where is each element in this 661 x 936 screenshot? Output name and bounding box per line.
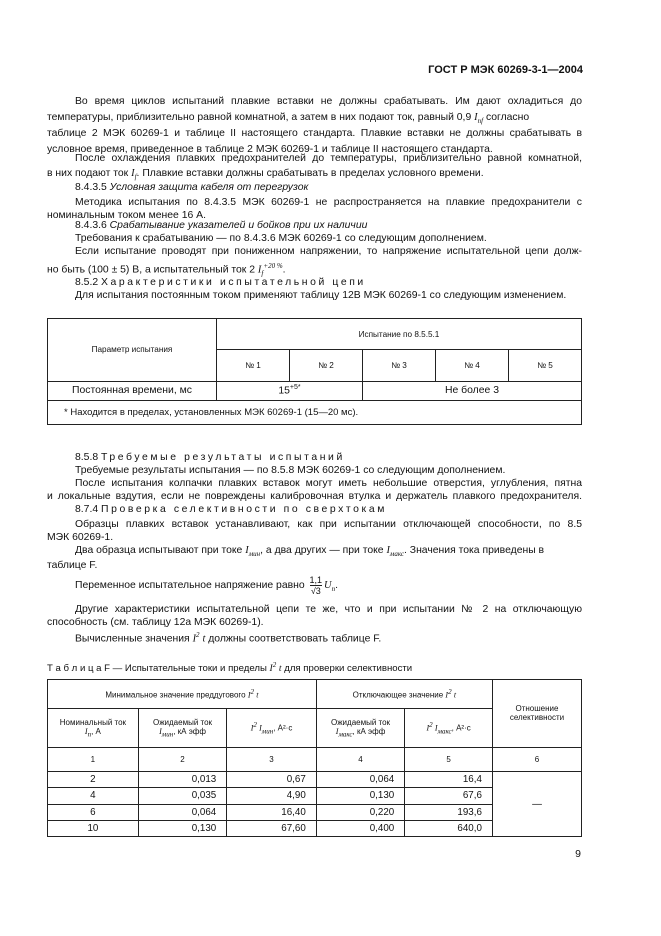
header-cell: № 5 — [509, 350, 582, 381]
paragraph-line: номинальным током менее 16 А. — [47, 210, 206, 221]
paragraph-line: способность (см. таблицу 12а МЭК 60269-1). — [47, 617, 264, 628]
header-cell: Отношение селективности — [492, 680, 581, 748]
paragraph-line: Требуемые результаты испытания — по 8.5.8 МЭК 60269-1 со следующим дополнением. — [75, 465, 506, 476]
paragraph-line: Если испытание проводят при пониженном напряжении, то напряжение испытательной цепи долж- — [75, 246, 582, 257]
table-caption: Т а б л и ц а F — Испытательные токи и пределы $I^2$ t для проверки селективности — [47, 661, 413, 675]
section-heading: 8.5.2 Характеристики испытательной цепи — [75, 277, 366, 288]
paragraph-line: таблице F. — [47, 560, 98, 571]
selectivity-value: — — [492, 772, 581, 837]
paragraph-line: таблице 2 МЭК 60269-1 и таблице II настоящего стандарта. Плавкие вставки не должны срабатывать в — [47, 128, 582, 139]
selectivity-table — [47, 679, 582, 837]
paragraph-line: условное время, приведенное в таблице 2 МЭК 60269-1 и таблице II настоящего стандарта. — [47, 144, 493, 155]
paragraph-line: но быть (100 ± 5) В, а испытательный ток 2 $I_f^{+20 \%}$. — [47, 262, 286, 278]
section-heading: 8.4.3.5 Условная защита кабеля от перегрузок — [75, 182, 309, 193]
header-cell: Ожидаемый ток $I_{макс}$, кА эфф — [316, 709, 404, 747]
fraction: $\frac{1,1}{√3}$ — [309, 574, 323, 596]
header-cell: $I^2$ $I_{макс}$, А²·с — [405, 709, 493, 747]
paragraph-line: Во время циклов испытаний плавкие вставки не должны срабатывать. Им дают охладиться до — [75, 96, 582, 107]
header-cell: № 3 — [363, 350, 436, 381]
header-cell: Испытание по 8.5.5.1 — [217, 319, 582, 350]
column-number: 4 — [316, 747, 404, 771]
section-heading: 8.5.8 Требуемые результаты испытаний — [75, 452, 345, 463]
column-number: 6 — [492, 747, 581, 771]
section-heading: 8.4.3.6 Срабатывание указателей и бойков при их наличии — [75, 220, 368, 231]
paragraph-line: в них подают ток $I_f$. Плавкие вставки должны срабатывать в пределах условного времени. — [47, 168, 484, 182]
column-number: 2 — [138, 747, 226, 771]
paragraph-line: МЭК 60269-1. — [47, 532, 114, 543]
table-row: 6 0,064 16,40 0,220 193,6 — [48, 804, 582, 820]
table-row: 2 0,013 0,67 0,064 16,4 — — [48, 772, 582, 788]
table-footnote: * Находится в пределах, установленных МЭК 60269-1 (15—20 мс). — [48, 400, 582, 424]
paragraph-line: температуры, приблизительно равной комнатной, а затем в них подают ток, равный 0,9 $I_{nf}$ согласно — [47, 112, 530, 126]
value-cell: $15^{+5*}$ — [217, 381, 363, 400]
header-cell: Ожидаемый ток $I_{мин}$, кА эфф — [138, 709, 226, 747]
paragraph-line: Для испытания постоянным током применяют таблицу 12В МЭК 60269-1 со следующим изменением. — [75, 290, 567, 301]
paragraph-line: Два образца испытывают при токе $I_{мин}$, а два других — при токе $I_{макс}$. Значения тока приведены в — [75, 545, 545, 559]
table-row: 4 0,035 4,90 0,130 67,6 — [48, 788, 582, 804]
row-label-cell: Постоянная времени, мс — [48, 381, 217, 400]
table-row: 10 0,130 67,60 0,400 640,0 — [48, 820, 582, 836]
section-heading: 8.7.4 Проверка селективности по сверхтокам — [75, 504, 387, 515]
column-number: 5 — [405, 747, 493, 771]
column-number: 3 — [227, 747, 317, 771]
paragraph-line: Методика испытания по 8.4.3.5 МЭК 60269-1 не распространяется на плавкие предохранители с — [75, 197, 582, 208]
page-number: 9 — [575, 848, 581, 860]
paragraph-line: После охлаждения плавких предохранителей до температуры, приблизительно равной комнатной, — [75, 153, 582, 164]
header-cell: $I^2$ $I_{мин}$, А²·с — [227, 709, 317, 747]
paragraph-line: Вычисленные значения $I^2$ t должны соответствовать таблице F. — [75, 631, 382, 645]
column-number: 1 — [48, 747, 139, 771]
header-cell: Отключающее значение $I^2$ t — [316, 680, 492, 709]
paragraph-line: Другие характеристики испытательной цепи те же, что и при испытании № 2 на отключающую — [75, 604, 582, 615]
test-parameter-table — [47, 318, 582, 425]
document-header: ГОСТ Р МЭК 60269-3-1—2004 — [428, 64, 583, 76]
header-cell: № 4 — [436, 350, 509, 381]
header-cell: Номинальный ток $I_n$, А — [48, 709, 139, 747]
value-cell: Не более 3 — [363, 381, 582, 400]
paragraph-line: Требования к срабатыванию — по 8.4.3.6 МЭК 60269-1 со следующим дополнением. — [75, 233, 487, 244]
header-cell: Параметр испытания — [48, 319, 217, 382]
paragraph-line: Образцы плавких вставок устанавливают, как при испытании отключающей способности, по 8.5 — [75, 519, 582, 530]
paragraph-line: Переменное испытательное напряжение равно $\frac{1,1}{√3}$ $U_n$. — [75, 574, 338, 596]
header-cell: Минимальное значение преддугового $I^2$ t — [48, 680, 317, 709]
paragraph-line: и локальные вздутия, если не повреждены калибровочная втулка и держатель плавкого предохранителя. — [47, 491, 582, 502]
paragraph-line: После испытания колпачки плавких вставок могут иметь небольшие отверстия, углубления, пятна — [75, 478, 582, 489]
header-cell: № 1 — [217, 350, 290, 381]
header-cell: № 2 — [290, 350, 363, 381]
